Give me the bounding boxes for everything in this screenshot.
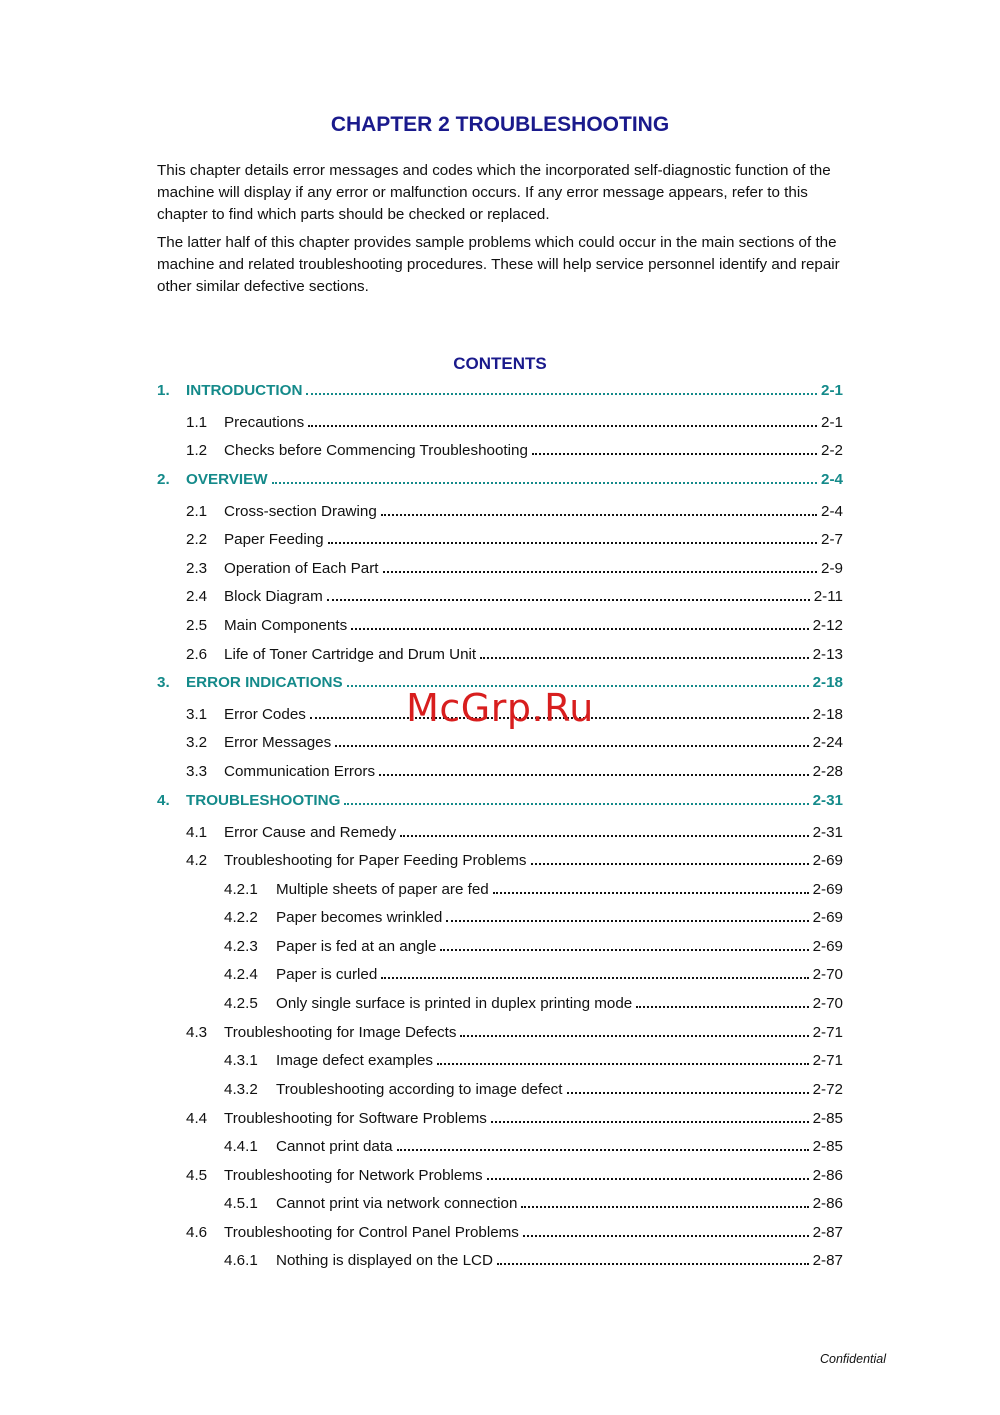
toc-entry-page: 2-72 <box>812 1081 843 1098</box>
toc-entry[interactable] <box>157 470 843 490</box>
toc-entry-title: Multiple sheets of paper are fed <box>276 881 489 898</box>
page-title: CHAPTER 2 TROUBLESHOOTING <box>330 113 670 136</box>
toc-entry-page: 2-4 <box>821 503 843 520</box>
toc-entry[interactable] <box>186 733 843 753</box>
toc-entry[interactable] <box>224 994 843 1014</box>
toc-entry-title: Main Components <box>224 617 348 634</box>
toc-entry[interactable] <box>186 530 843 550</box>
toc-entry[interactable] <box>224 1051 843 1071</box>
contents-heading: CONTENTS <box>453 354 547 373</box>
toc-dot-leader <box>400 834 808 837</box>
toc-dot-leader <box>531 862 809 865</box>
toc-entry[interactable] <box>157 673 843 693</box>
toc-entry-page: 2-70 <box>812 966 843 983</box>
toc-entry-number: 1.1 <box>186 414 208 431</box>
toc-entry-page: 2-2 <box>821 442 843 459</box>
toc-entry-number: 3. <box>157 674 170 691</box>
toc-entry-title: Error Codes <box>224 706 306 723</box>
toc-entry-page: 2-31 <box>812 824 843 841</box>
toc-entry-page: 2-87 <box>812 1252 843 1269</box>
toc-entry-number: 2.2 <box>186 531 208 548</box>
toc-entry-page: 2-12 <box>812 617 843 634</box>
toc-entry-page: 2-85 <box>812 1110 843 1127</box>
toc-dot-leader <box>491 1120 809 1123</box>
toc-entry-title: Cannot print data <box>276 1138 393 1155</box>
toc-entry-number: 4.3.1 <box>224 1052 258 1069</box>
toc-entry-number: 4. <box>157 792 170 809</box>
toc-dot-leader <box>487 1177 809 1180</box>
toc-entry[interactable] <box>224 1251 843 1271</box>
toc-entry-number: 4.6 <box>186 1224 208 1241</box>
toc-entry-title: Error Messages <box>224 734 332 751</box>
toc-entry[interactable] <box>186 823 843 843</box>
toc-entry[interactable] <box>157 381 843 401</box>
toc-entry[interactable] <box>186 1223 843 1243</box>
toc-entry-page: 2-24 <box>812 734 843 751</box>
toc-entry-number: 4.4 <box>186 1110 208 1127</box>
toc-entry[interactable] <box>186 1109 843 1129</box>
toc-entry-page: 2-9 <box>821 560 843 577</box>
toc-entry-page: 2-85 <box>812 1138 843 1155</box>
toc-entry[interactable] <box>224 965 843 985</box>
toc-dot-leader <box>327 598 810 601</box>
toc-dot-leader <box>497 1262 809 1265</box>
toc-entry-page: 2-7 <box>821 531 843 548</box>
toc-entry-title: Block Diagram <box>224 588 323 605</box>
toc-entry-page: 2-86 <box>812 1195 843 1212</box>
toc-dot-leader <box>460 1034 808 1037</box>
toc-entry-page: 2-69 <box>812 938 843 955</box>
toc-entry-page: 2-69 <box>812 909 843 926</box>
toc-entry-title: Paper becomes wrinkled <box>276 909 443 926</box>
toc-entry[interactable] <box>224 937 843 957</box>
toc-entry-title: Communication Errors <box>224 763 376 780</box>
toc-entry-title: Troubleshooting for Network Problems <box>224 1167 483 1184</box>
toc-dot-leader <box>328 541 817 544</box>
toc-entry-number: 2.3 <box>186 560 208 577</box>
toc-entry-number: 1. <box>157 382 170 399</box>
toc-entry-title: Life of Toner Cartridge and Drum Unit <box>224 646 477 663</box>
toc-dot-leader <box>347 684 809 687</box>
toc-entry-number: 4.2.4 <box>224 966 258 983</box>
toc-entry-page: 2-31 <box>812 792 843 809</box>
toc-entry-number: 4.3 <box>186 1024 208 1041</box>
footer-confidential: Confidential <box>819 1352 886 1366</box>
toc-entry-number: 2.1 <box>186 503 208 520</box>
toc-dot-leader <box>381 976 808 979</box>
toc-entry-page: 2-69 <box>812 881 843 898</box>
toc-entry[interactable] <box>186 1023 843 1043</box>
toc-entry-number: 4.2.3 <box>224 938 258 955</box>
toc-entry-page: 2-4 <box>821 471 843 488</box>
toc-entry-number: 4.2 <box>186 852 208 869</box>
toc-dot-leader <box>272 481 817 484</box>
toc-entry-title: Troubleshooting for Paper Feeding Problems <box>224 852 527 869</box>
toc-entry-title: Cannot print via network connection <box>276 1195 518 1212</box>
toc-entry-title: Cross-section Drawing <box>224 503 377 520</box>
toc-entry[interactable] <box>186 559 843 579</box>
toc-entry[interactable] <box>224 1194 843 1214</box>
toc-entry-number: 4.2.2 <box>224 909 258 926</box>
toc-entry-number: 1.2 <box>186 442 208 459</box>
toc-entry-number: 4.2.1 <box>224 881 258 898</box>
toc-entry-title: Precautions <box>224 414 305 431</box>
toc-entry-number: 2.6 <box>186 646 208 663</box>
toc-entry-title: Paper Feeding <box>224 531 324 548</box>
toc-dot-leader <box>344 802 808 805</box>
toc-dot-leader <box>383 570 818 573</box>
toc-entry-page: 2-1 <box>821 414 843 431</box>
toc-entry[interactable] <box>157 791 843 811</box>
toc-entry-page: 2-71 <box>812 1024 843 1041</box>
toc-entry-title: Checks before Commencing Troubleshooting <box>224 442 528 459</box>
toc-dot-leader <box>379 773 809 776</box>
toc-entry-number: 2.4 <box>186 588 208 605</box>
toc-entry[interactable] <box>186 502 843 522</box>
toc-entry[interactable] <box>186 441 843 461</box>
toc-entry-number: 4.6.1 <box>224 1252 258 1269</box>
toc-dot-leader <box>446 919 808 922</box>
toc-entry-page: 2-18 <box>812 674 843 691</box>
toc-entry-page: 2-13 <box>812 646 843 663</box>
toc-entry-title: Error Cause and Remedy <box>224 824 397 841</box>
toc-entry-page: 2-71 <box>812 1052 843 1069</box>
toc-entry-title: Troubleshooting for Image Defects <box>224 1024 457 1041</box>
toc-dot-leader <box>351 627 808 630</box>
intro-paragraph-1: This chapter details error messages and codes which the incorporated self-diagnostic function of the machine will display if any error or malfunction occurs. If any error message appears, refer to this chapter to find which parts should be checked or replaced. <box>157 162 831 223</box>
toc-entry[interactable] <box>224 1137 843 1157</box>
toc-entry[interactable] <box>224 880 843 900</box>
toc-entry[interactable] <box>186 587 843 607</box>
intro-paragraph-2: The latter half of this chapter provides sample problems which could occur in the main sections of the machine and related troubleshooting procedures. These will help service personnel identify and repair other similar defective sections. <box>157 234 840 295</box>
toc-dot-leader <box>532 452 817 455</box>
toc-entry[interactable] <box>186 616 843 636</box>
toc-entry-title: Troubleshooting for Software Problems <box>224 1110 487 1127</box>
toc-entry-page: 2-28 <box>812 763 843 780</box>
toc-entry-number: 4.1 <box>186 824 208 841</box>
toc-entry-title: OVERVIEW <box>186 471 268 488</box>
toc-entry[interactable] <box>224 908 843 928</box>
toc-entry-page: 2-86 <box>812 1167 843 1184</box>
watermark: McGrp.Ru <box>406 686 594 730</box>
toc-entry-number: 2. <box>157 471 170 488</box>
toc-entry[interactable] <box>186 705 843 725</box>
toc-dot-leader <box>521 1205 808 1208</box>
toc-entry-page: 2-1 <box>821 382 843 399</box>
toc-entry-title: Paper is curled <box>276 966 378 983</box>
toc-entry[interactable] <box>186 1166 843 1186</box>
toc-entry-number: 3.1 <box>186 706 208 723</box>
toc-entry-title: Only single surface is printed in duplex printing mode <box>276 995 633 1012</box>
toc-dot-leader <box>308 424 817 427</box>
toc-entry-number: 4.3.2 <box>224 1081 258 1098</box>
toc-dot-leader <box>397 1148 809 1151</box>
toc-entry[interactable] <box>224 1080 843 1100</box>
toc-dot-leader <box>306 392 817 395</box>
toc-dot-leader <box>480 656 808 659</box>
toc-dot-leader <box>567 1091 809 1094</box>
toc-entry-number: 4.5.1 <box>224 1195 258 1212</box>
toc-dot-leader <box>335 744 808 747</box>
toc-dot-leader <box>493 891 809 894</box>
toc-entry-page: 2-70 <box>812 995 843 1012</box>
toc-entry-title: TROUBLESHOOTING <box>186 792 341 809</box>
toc-entry-number: 3.3 <box>186 763 208 780</box>
toc-entry-number: 2.5 <box>186 617 208 634</box>
toc-entry-title: Troubleshooting for Control Panel Problems <box>224 1224 519 1241</box>
toc-dot-leader <box>440 948 808 951</box>
toc-entry[interactable] <box>186 413 843 433</box>
toc-entry-number: 4.4.1 <box>224 1138 258 1155</box>
toc-entry-page: 2-18 <box>812 706 843 723</box>
toc-dot-leader <box>381 513 817 516</box>
toc-entry-title: Operation of Each Part <box>224 560 379 577</box>
toc-entry-title: Paper is fed at an angle <box>276 938 437 955</box>
toc-dot-leader <box>437 1062 809 1065</box>
toc-entry-title: INTRODUCTION <box>186 382 303 399</box>
toc-entry-title: Image defect examples <box>276 1052 434 1069</box>
toc-dot-leader <box>523 1234 809 1237</box>
toc-entry-page: 2-87 <box>812 1224 843 1241</box>
toc-entry-title: Nothing is displayed on the LCD <box>276 1252 493 1269</box>
toc-dot-leader <box>636 1005 808 1008</box>
toc-entry-page: 2-11 <box>813 588 843 605</box>
toc-entry-number: 4.5 <box>186 1167 208 1184</box>
toc-entry-title: Troubleshooting according to image defect <box>276 1081 563 1098</box>
toc-entry-number: 4.2.5 <box>224 995 258 1012</box>
toc-entry-number: 3.2 <box>186 734 208 751</box>
toc-entry[interactable] <box>186 645 843 665</box>
toc-entry[interactable] <box>186 851 843 871</box>
toc-entry-title: ERROR INDICATIONS <box>186 674 343 691</box>
toc-dot-leader <box>310 716 809 719</box>
toc-entry-page: 2-69 <box>812 852 843 869</box>
toc-entry[interactable] <box>186 762 843 782</box>
